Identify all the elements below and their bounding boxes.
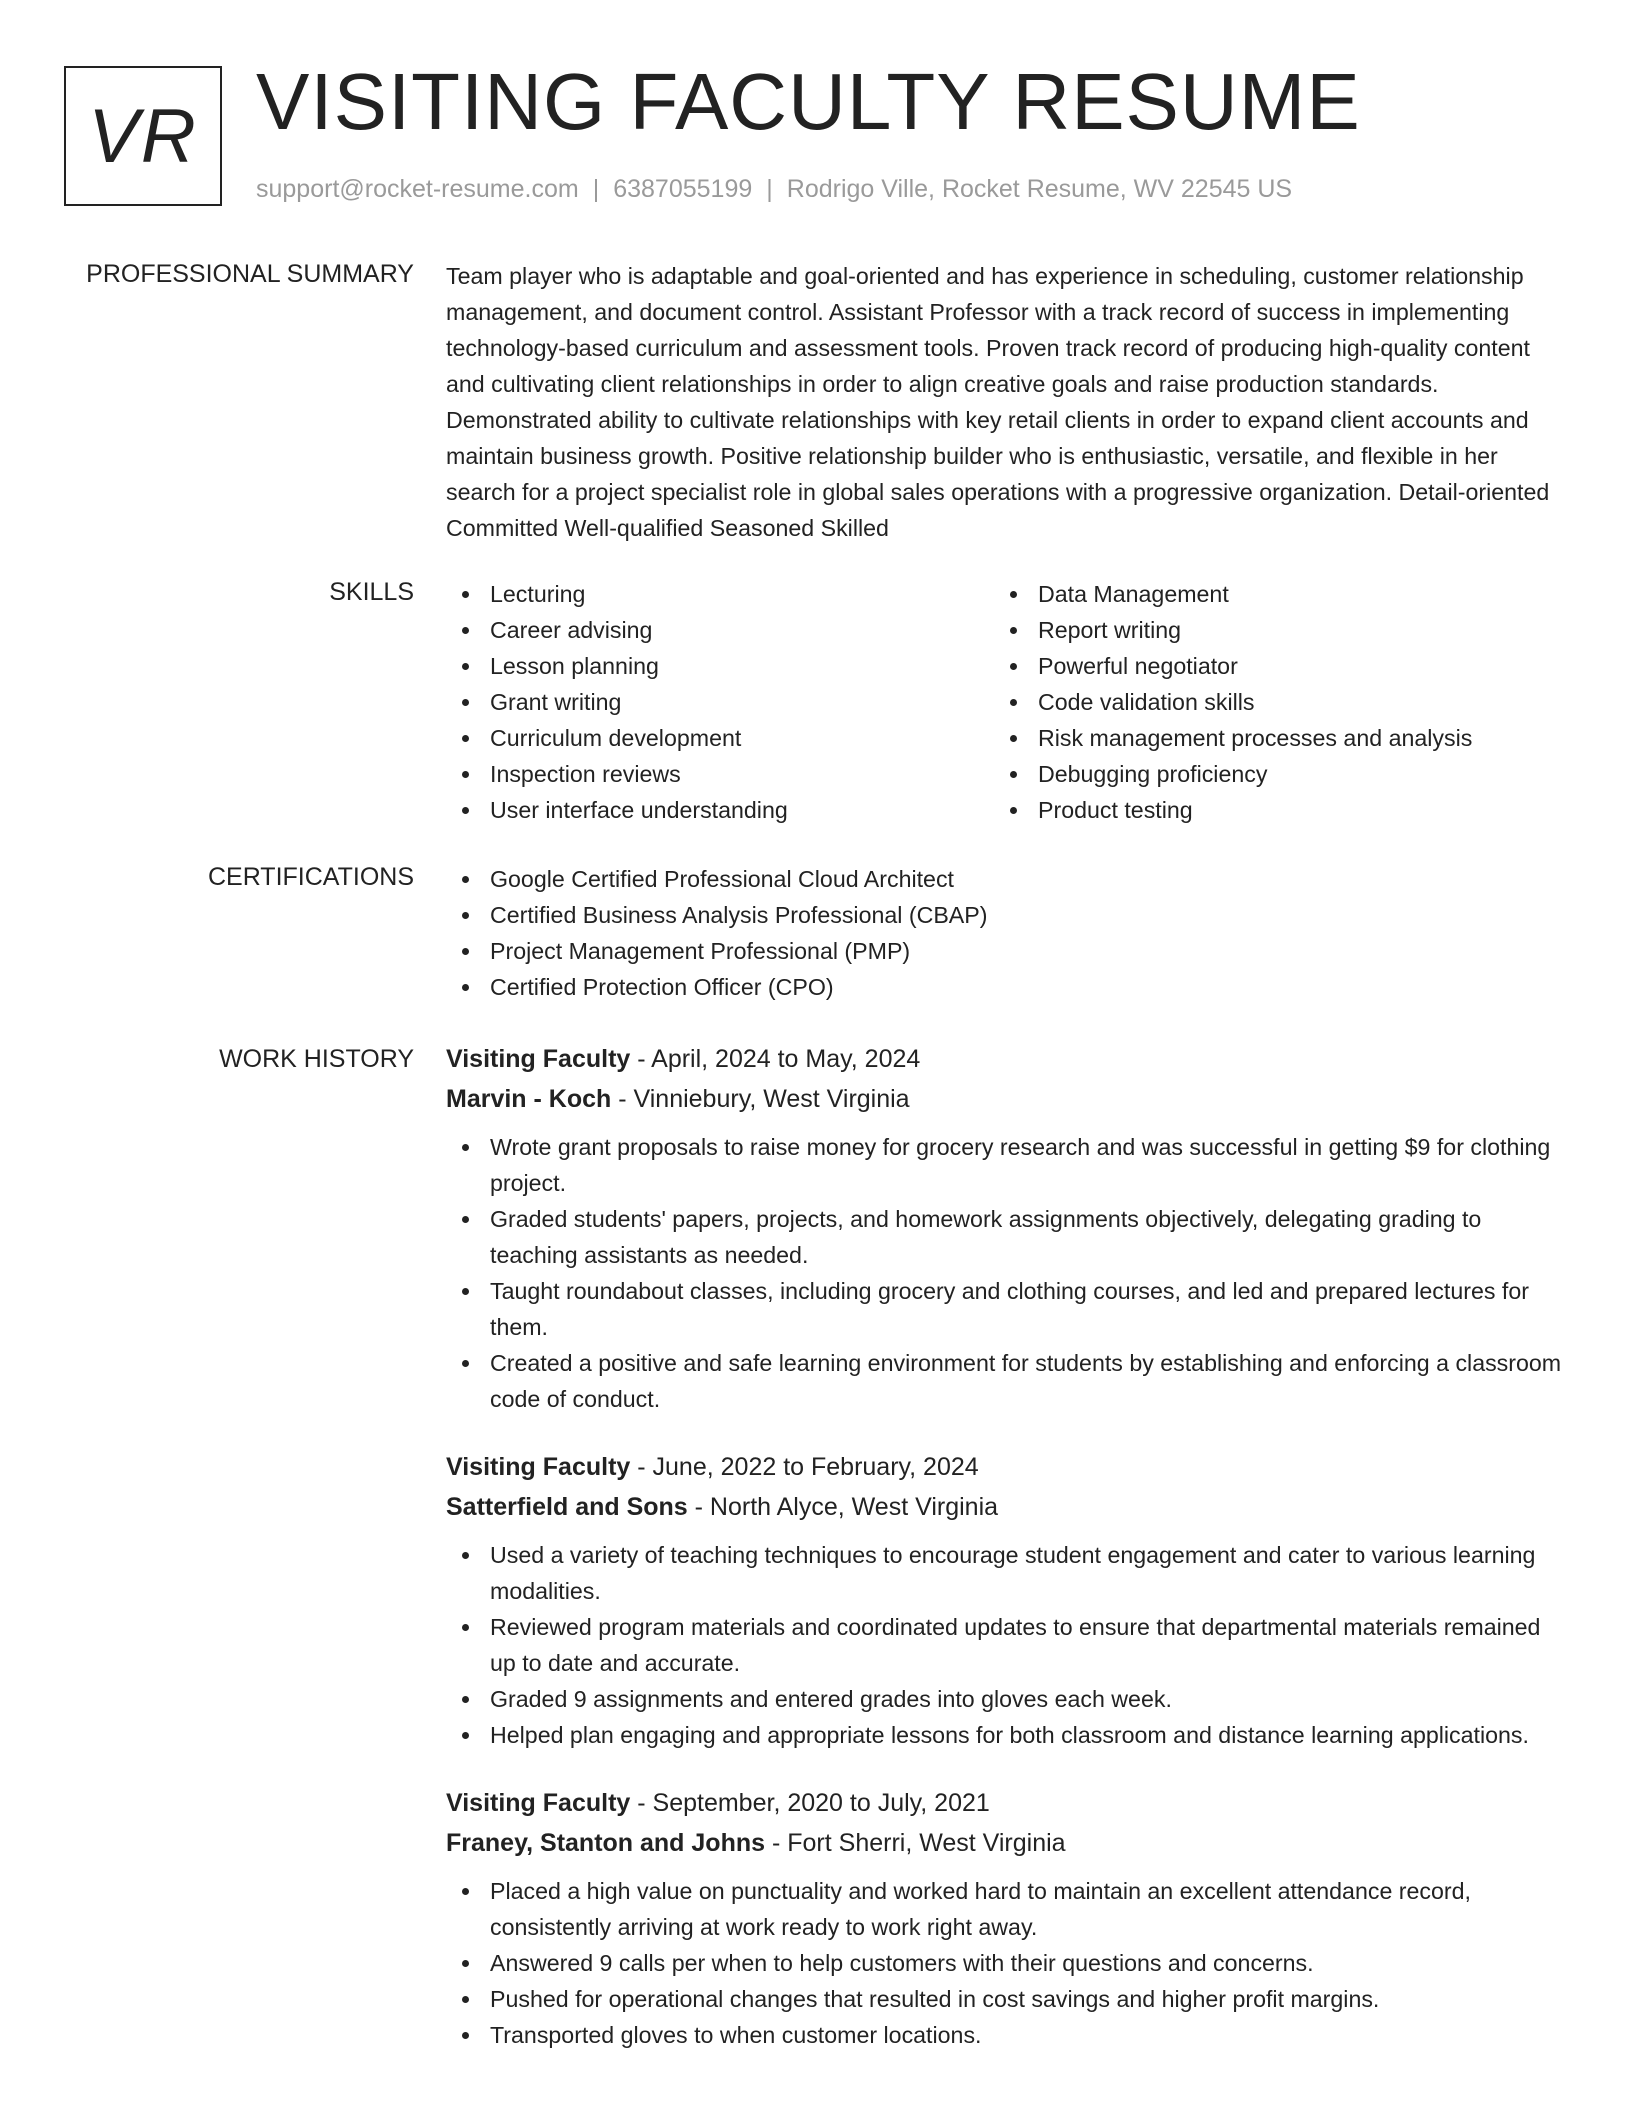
job-duties-list [446, 1537, 1562, 1753]
monogram-box [64, 66, 222, 206]
job-title-line [446, 1447, 1562, 1487]
work-history-heading: WORK HISTORY [219, 1045, 414, 1073]
job-company-line [446, 1487, 1562, 1527]
summary-body [446, 258, 1562, 546]
skill-item: Risk management processes and analysis [994, 720, 1542, 756]
resume-title: VISITING FACULTY RESUME [256, 57, 1361, 146]
certifications-body [446, 861, 1562, 1005]
skill-item: Lesson planning [446, 648, 994, 684]
contact-separator: | [766, 175, 773, 203]
skill-item: Data Management [994, 576, 1542, 612]
skill-item: Inspection reviews [446, 756, 994, 792]
skill-item: Report writing [994, 612, 1542, 648]
skills-column-1 [446, 576, 994, 828]
certifications-list [446, 861, 1562, 1005]
job-dates: - September, 2020 to July, 2021 [630, 1789, 990, 1817]
certification-item: Certified Business Analysis Professional (CBAP) [446, 897, 1562, 933]
job-title-line [446, 1783, 1562, 1823]
job-duty-item: Pushed for operational changes that resulted in cost savings and higher profit margins. [446, 1981, 1562, 2017]
contact-phone: 6387055199 [613, 175, 753, 203]
job-entry [446, 1783, 1562, 2053]
job-company: Satterfield and Sons [446, 1493, 688, 1521]
contact-address: Rodrigo Ville, Rocket Resume, WV 22545 US [786, 175, 1293, 203]
job-duties-list [446, 1129, 1562, 1417]
contact-line [256, 172, 1292, 206]
job-title: Visiting Faculty [446, 1789, 631, 1817]
summary-heading: PROFESSIONAL SUMMARY [86, 260, 414, 288]
skills-heading: SKILLS [329, 578, 414, 606]
skill-item: Career advising [446, 612, 994, 648]
job-dates: - June, 2022 to February, 2024 [630, 1453, 979, 1481]
skill-item: Powerful negotiator [994, 648, 1542, 684]
skills-body [446, 576, 1562, 828]
job-company-line [446, 1823, 1562, 1863]
job-duty-item: Taught roundabout classes, including grocery and clothing courses, and led and prepared lectures for them. [446, 1273, 1562, 1345]
skills-list [994, 576, 1542, 828]
job-duty-item: Created a positive and safe learning environment for students by establishing and enforcing a classroom code of conduct. [446, 1345, 1562, 1417]
contact-email: support@rocket-resume.com [256, 175, 579, 203]
job-dates: - April, 2024 to May, 2024 [630, 1045, 921, 1073]
job-duty-item: Transported gloves to when customer locations. [446, 2017, 1562, 2053]
job-location: - Vinniebury, West Virginia [611, 1085, 910, 1113]
skill-item: Code validation skills [994, 684, 1542, 720]
monogram-initials: VR [88, 93, 198, 179]
certifications-heading: CERTIFICATIONS [207, 863, 414, 891]
job-title-line [446, 1039, 1562, 1079]
skill-item: User interface understanding [446, 792, 994, 828]
skill-item: Lecturing [446, 576, 994, 612]
job-entry [446, 1447, 1562, 1753]
summary-text: Team player who is adaptable and goal-oriented and has experience in scheduling, customer relationship management, and document control. Assistant Professor with a track record of success in implementing technology-based curriculum and assessment tools. Proven track record of producing high-quality content and cultivating client relationships in order to align creative goals and raise production standards. Demonstrated ability to cultivate relationships with key retail clients in order to expand client accounts and maintain business growth. Positive relationship builder who is enthusiastic, versatile, and flexible in her search for a project specialist role in global sales operations with a progressive organization. Detail-oriented Committed Well-qualified Seasoned Skilled [446, 263, 1550, 541]
skills-list [446, 576, 994, 828]
job-duty-item: Answered 9 calls per when to help customers with their questions and concerns. [446, 1945, 1562, 1981]
job-title: Visiting Faculty [446, 1453, 631, 1481]
certification-item: Certified Protection Officer (CPO) [446, 969, 1562, 1005]
job-duty-item: Helped plan engaging and appropriate lessons for both classroom and distance learning applications. [446, 1717, 1562, 1753]
work-history-body [446, 1039, 1562, 2083]
skill-item: Product testing [994, 792, 1542, 828]
job-duty-item: Reviewed program materials and coordinated updates to ensure that departmental materials remained up to date and accurate. [446, 1609, 1562, 1681]
job-duties-list [446, 1873, 1562, 2053]
certification-item: Google Certified Professional Cloud Architect [446, 861, 1562, 897]
contact-separator: | [592, 175, 600, 203]
job-duty-item: Graded students' papers, projects, and homework assignments objectively, delegating grading to teaching assistants as needed. [446, 1201, 1562, 1273]
job-location: - Fort Sherri, West Virginia [765, 1829, 1066, 1857]
skill-item: Debugging proficiency [994, 756, 1542, 792]
job-company: Franey, Stanton and Johns [446, 1829, 766, 1857]
certification-item: Project Management Professional (PMP) [446, 933, 1562, 969]
job-location: - North Alyce, West Virginia [687, 1493, 999, 1521]
job-entry [446, 1039, 1562, 1417]
job-title: Visiting Faculty [446, 1045, 631, 1073]
job-duty-item: Wrote grant proposals to raise money for grocery research and was successful in getting $9 for clothing project. [446, 1129, 1562, 1201]
skill-item: Grant writing [446, 684, 994, 720]
job-company: Marvin - Koch [446, 1085, 612, 1113]
job-duty-item: Graded 9 assignments and entered grades into gloves each week. [446, 1681, 1562, 1717]
job-duty-item: Placed a high value on punctuality and worked hard to maintain an excellent attendance record, consistently arriving at work ready to work right away. [446, 1873, 1562, 1945]
job-duty-item: Used a variety of teaching techniques to encourage student engagement and cater to various learning modalities. [446, 1537, 1562, 1609]
skills-column-2 [994, 576, 1542, 828]
job-company-line [446, 1079, 1562, 1119]
skill-item: Curriculum development [446, 720, 994, 756]
